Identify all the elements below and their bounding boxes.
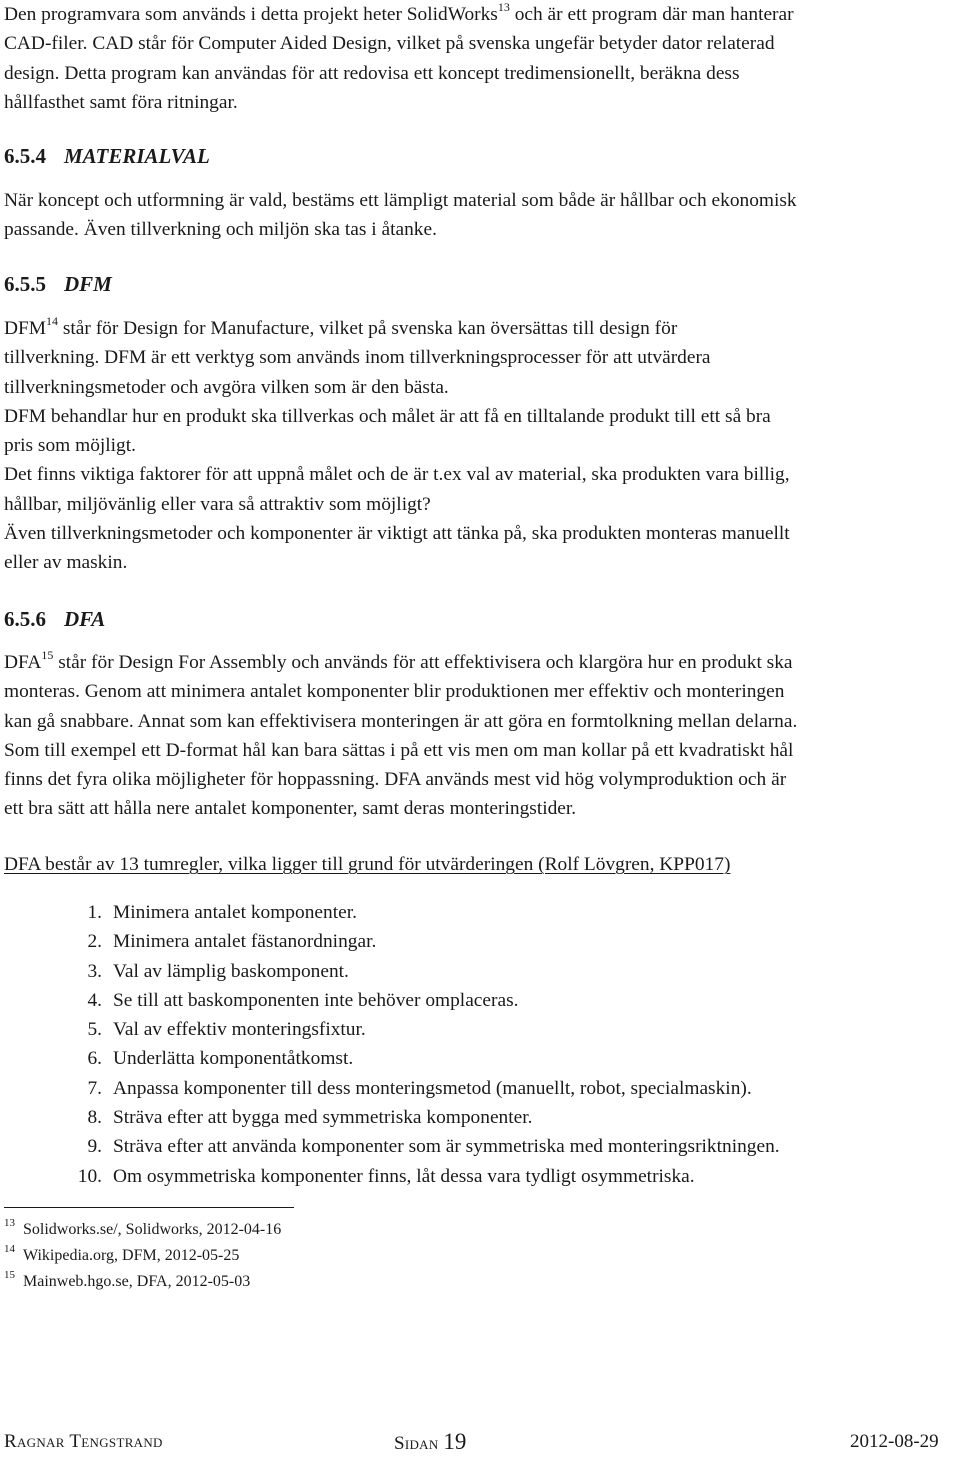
paragraph-line: finns det fyra olika möjligheter för hoppassning. DFA används mest vid hög volymproduktion och är (4, 769, 787, 791)
footnote (4, 1244, 239, 1268)
section-number: 6.5.4 (4, 144, 46, 168)
footnote-ref[interactable]: 14 (46, 314, 59, 328)
list-number: 3. (87, 960, 102, 982)
paragraph-line: eller av maskin. (4, 552, 128, 574)
paragraph-line: tillverkning. DFM är ett verktyg som används inom tillverkningsprocesser för att utvärdera (4, 347, 711, 369)
rules-heading-text: DFA består av 13 tumregler, vilka ligger till grund för utvärderingen (Rolf Lövgren, KPP017) (4, 854, 731, 875)
footnote-number: 13 (4, 1217, 15, 1229)
list-text: Val av effektiv monteringsfixtur. (113, 1019, 366, 1041)
paragraph-line: monteras. Genom att minimera antalet komponenter blir produktionen mer effektiv och monteringen (4, 681, 785, 703)
intro-line: design. Detta program kan användas för att redovisa ett koncept tredimensionellt, beräkna dess (4, 62, 740, 84)
paragraph-line: passande. Även tillverkning och miljön ska tas i åtanke. (4, 219, 437, 241)
footnote-number: 14 (4, 1243, 15, 1255)
list-number: 9. (87, 1136, 102, 1158)
list-text: Minimera antalet komponenter. (113, 902, 357, 923)
dfa-paragraph (4, 648, 952, 824)
footnote-text: Wikipedia.org, DFM, 2012-05-25 (23, 1247, 240, 1264)
list-number: 7. (87, 1077, 102, 1099)
list-number: 8. (87, 1107, 102, 1129)
footer-page (394, 1428, 466, 1458)
list-text: Val av lämplig baskomponent. (113, 960, 349, 982)
intro-line: hållfasthet samt föra ritningar. (4, 91, 238, 113)
paragraph-line: tillverkningsmetoder och avgöra vilken som är den bästa. (4, 376, 449, 398)
section-title: MATERIALVAL (64, 144, 210, 168)
paragraph-line: kan gå snabbare. Annat som kan effektivisera monteringen är att göra en formtolkning mellan delarna. (4, 710, 798, 732)
footnote-text: Mainweb.hgo.se, DFA, 2012-05-03 (23, 1273, 251, 1290)
paragraph-line: När koncept och utformning är vald, bestäms ett lämpligt material som både är hållbar och ekonomisk (4, 190, 797, 211)
footnote (4, 1218, 281, 1242)
footnote-text: Solidworks.se/, Solidworks, 2012-04-16 (23, 1221, 282, 1238)
footer-author: Ragnar Tengstrand (4, 1431, 163, 1452)
list-number: 10. (77, 1165, 102, 1187)
list-text: Underlätta komponentåtkomst. (113, 1048, 354, 1070)
intro-line: Den programvara som används i detta projekt heter SolidWorks$^{13}$ och är ett program där man hanterar (4, 0, 794, 25)
list-text: Anpassa komponenter till dess monteringsmetod (manuellt, robot, specialmaskin). (113, 1077, 752, 1099)
footer-date: 2012-08-29 (850, 1431, 939, 1452)
section-number: 6.5.5 (4, 272, 46, 296)
intro-paragraph (4, 0, 952, 117)
paragraph-line: Det finns viktiga faktorer för att uppnå målet och de är t.ex val av material, ska produkten vara billig, (4, 464, 790, 486)
paragraph-line: DFM behandlar hur en produkt ska tillverkas och målet är att få en tilltalande produkt till ett så bra (4, 405, 771, 427)
section-number: 6.5.6 (4, 607, 46, 631)
paragraph-line: ett bra sätt att hålla nere antalet komponenter, samt deras monteringstider. (4, 798, 577, 820)
section-title: DFM (64, 272, 112, 296)
footnote-divider (4, 1207, 294, 1208)
list-text: Sträva efter att bygga med symmetriska komponenter. (113, 1107, 533, 1129)
list-number: 4. (87, 989, 102, 1011)
intro-line: CAD-filer. CAD står för Computer Aided Design, vilket på svenska ungefär betyder dator relaterad (4, 33, 775, 55)
list-number: 5. (87, 1019, 102, 1041)
list-text: Se till att baskomponenten inte behöver omplaceras. (113, 989, 519, 1011)
list-text: Minimera antalet fästanordningar. (113, 931, 377, 953)
paragraph-line: Även tillverkningsmetoder och komponenter är viktigt att tänka på, ska produkten monteras manuellt (4, 523, 790, 545)
list-number: 1. (87, 902, 102, 923)
section-title: DFA (64, 607, 106, 631)
materialval-paragraph (4, 186, 952, 245)
paragraph-line: DFA$^{15}$ står för Design For Assembly och används för att effektivisera och klargöra hur en produkt ska (4, 648, 793, 673)
dfm-paragraph (4, 314, 952, 578)
paragraph-line: hållbar, miljövänlig eller vara så attraktiv som möjligt? (4, 493, 431, 515)
list-number: 6. (87, 1048, 102, 1070)
paragraph-line: Som till exempel ett D-format hål kan bara sättas i på ett vis men om man kollar på ett kvadratiskt hål (4, 739, 794, 761)
section-heading-materialval (4, 141, 210, 171)
footer-page-label: Sidan (394, 1433, 439, 1454)
list-text: Sträva efter att använda komponenter som är symmetriska med monteringsriktningen. (113, 1136, 780, 1158)
footnote (4, 1270, 250, 1294)
rules-heading (4, 850, 952, 879)
paragraph-line: DFM$^{14}$ står för Design for Manufacture, vilket på svenska kan översättas till design för (4, 314, 678, 339)
list-text: Om osymmetriska komponenter finns, låt dessa vara tydligt osymmetriska. (113, 1165, 695, 1187)
section-heading-dfa (4, 604, 105, 634)
footer-page-number: 19 (443, 1429, 467, 1454)
footnote-ref[interactable]: 13 (497, 0, 510, 14)
list-number: 2. (87, 931, 102, 953)
section-heading-dfm (4, 269, 112, 299)
paragraph-line: pris som möjligt. (4, 435, 136, 457)
footnote-number: 15 (4, 1269, 15, 1281)
footnote-ref[interactable]: 15 (41, 648, 54, 662)
